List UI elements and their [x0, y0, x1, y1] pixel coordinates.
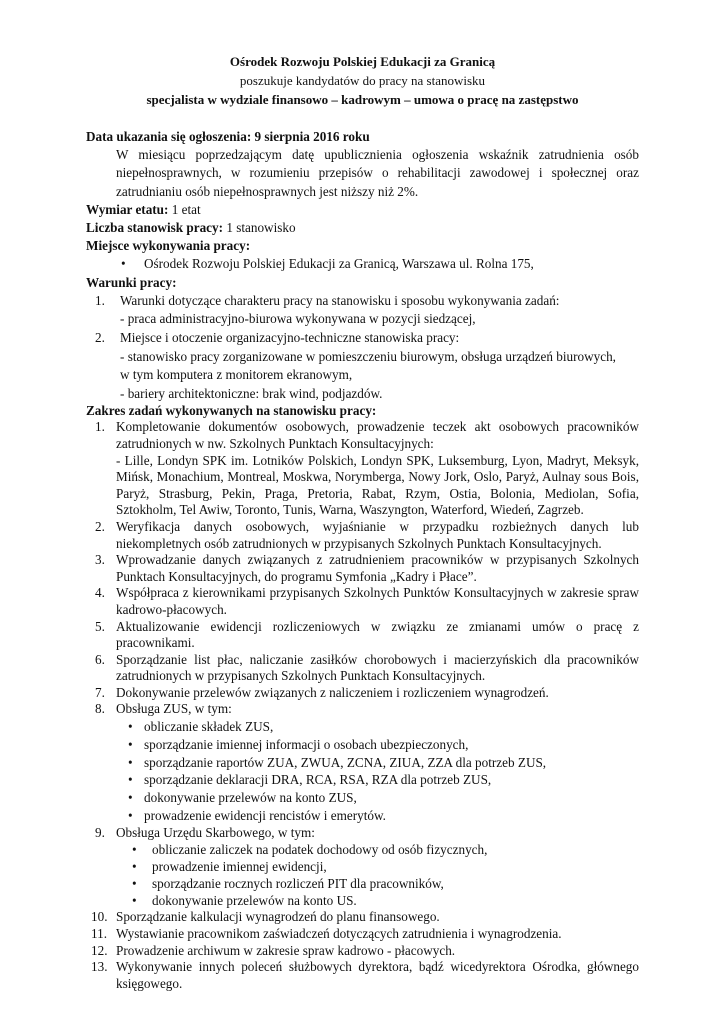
bullet-text: sporządzanie raportów ZUA, ZWUA, ZCNA, ZIUA, ZZA dla potrzeb ZUS, [144, 754, 547, 770]
zus-bullet [86, 718, 639, 736]
condition-sub: - stanowisko pracy zorganizowane w pomieszczeniu biurowym, obsługa urządzeń biurowych, [120, 348, 616, 364]
condition-sub: - praca administracyjno-biurowa wykonywana w pozycji siedzącej, [120, 311, 476, 327]
us-bullet [86, 841, 639, 858]
bullet-text: sporządzanie rocznych rozliczeń PIT dla pracowników, [152, 876, 444, 892]
zus-bullet [86, 736, 639, 754]
task-item-10 [86, 909, 639, 926]
task-item-1 [86, 419, 639, 519]
task-item-3 [86, 552, 639, 585]
task-item-4 [86, 585, 639, 618]
condition-item-2 [86, 329, 639, 403]
task-text: Wprowadzanie danych związanych z zatrudnieniem pracowników w przypisanych Szkolnych Punktach Konsultacyjnych, do programu Symfonia „Kadry i Płace”. [116, 552, 639, 584]
task-text: Wykonywanie innych poleceń służbowych dyrektora, bądź wicedyrektora Ośrodka, głównego księgowego. [116, 959, 639, 991]
task-text: Dokonywanie przelewów związanych z naliczeniem i rozliczeniem wynagrodzeń. [116, 684, 549, 700]
task-item-9 [86, 825, 639, 842]
fte-value: 1 etat [168, 201, 201, 217]
bullet-dot: • [128, 790, 133, 806]
bullet-dot: • [132, 876, 137, 892]
bullet-dot: • [128, 754, 133, 770]
bullet-dot: • [132, 842, 137, 858]
bullet-text: dokonywanie przelewów na konto US. [152, 893, 357, 909]
count-value: 1 stanowisko [223, 220, 296, 236]
condition-sub: w tym komputera z monitorem ekranowym, [120, 367, 353, 383]
item-number: 12. [91, 942, 108, 958]
task-text: Obsługa ZUS, w tym: [116, 701, 232, 717]
bullet-text: obliczanie zaliczek na podatek dochodowy od osób fizycznych, [152, 842, 488, 858]
task-cities: - Lille, Londyn SPK im. Lotników Polskich, Londyn SPK, Luksemburg, Lyon, Madryt, Meksyk, Mińsk, Monachium, Montreal, Moskwa, Norymberga, Nowy Jork, Oslo, Paryż, Aulnay sous Bois, Paryż, Strasburg, Pekin, Praga, Pretoria, Rabat, Rzym, Ostia, Bolonia, Mediolan, Sofia, Sztokholm, Tel Awiw, Toronto, Tunis, Warna, Waszyngton, Waterford, Wiedeń, Zagrzeb. [116, 452, 639, 518]
item-number: 7. [95, 684, 105, 700]
task-item-13 [86, 959, 639, 992]
item-number: 3. [95, 552, 105, 568]
org-title: Ośrodek Rozwoju Polskiej Edukacji za Granicą [229, 54, 496, 69]
task-text: Obsługa Urzędu Skarbowego, w tym: [116, 824, 315, 840]
employment-note: W miesiącu poprzedzającym datę upublicznienia ogłoszenia wskaźnik zatrudnienia osób niepełnosprawnych, w rozumieniu przepisów o rehabilitacji zawodowej i społecznej oraz zatrudnianiu osób niepełnosprawnych jest niższy niż 2%. [116, 147, 639, 199]
condition-sub: - bariery architektoniczne: brak wind, podjazdów. [120, 385, 383, 401]
zus-bullet [86, 789, 639, 807]
condition-text: Miejsce i otoczenie organizacyjno-techniczne stanowiska pracy: [120, 330, 460, 346]
item-number: 4. [95, 585, 105, 601]
bullet-dot: • [132, 859, 137, 875]
position-title: specjalista w wydziale finansowo – kadrowym – umowa o pracę na zastępstwo [146, 92, 579, 107]
seeking-line: poszukuje kandydatów do pracy na stanowisku [239, 73, 486, 88]
zus-bullet [86, 754, 639, 772]
tasks-heading: Zakres zadań wykonywanych na stanowisku pracy: [86, 403, 377, 419]
condition-text: Warunki dotyczące charakteru pracy na stanowisku i sposobu wykonywania zadań: [120, 292, 560, 308]
zus-bullet [86, 807, 639, 825]
fte-row [86, 201, 639, 219]
task-text: Kompletowanie dokumentów osobowych, prowadzenie teczek akt osobowych pracowników zatrudnionych w nw. Szkolnych Punktach Konsultacyjnych: [116, 419, 639, 451]
place-value: Ośrodek Rozwoju Polskiej Edukacji za Granicą, Warszawa ul. Rolna 175, [144, 256, 534, 272]
task-text: Weryfikacja danych osobowych, wyjaśnianie w przypadku rozbieżnych danych lub niekompletnych osób zatrudnionych w przypisanych Szkolnych Punktach Konsultacyjnych. [116, 518, 639, 551]
task-text: Aktualizowanie ewidencji rozliczeniowych w związku ze zmianami umów o pracę z pracownikami. [116, 618, 639, 651]
item-number: 11. [91, 926, 107, 942]
item-number: 8. [95, 701, 105, 717]
us-bullet [86, 875, 639, 892]
bullet-text: sporządzanie deklaracji DRA, RCA, RSA, RZA dla potrzeb ZUS, [144, 772, 492, 788]
item-number: 5. [95, 618, 105, 634]
task-item-2 [86, 519, 639, 552]
bullet-dot: • [128, 808, 133, 824]
task-text: Sporządzanie kalkulacji wynagrodzeń do planu finansowego. [116, 909, 440, 925]
bullet-text: dokonywanie przelewów na konto ZUS, [144, 790, 357, 806]
zus-bullet [86, 771, 639, 789]
task-item-6 [86, 652, 639, 685]
task-item-12 [86, 943, 639, 960]
place-label: Miejsce wykonywania pracy: [86, 238, 251, 254]
bullet-dot: • [121, 256, 126, 272]
bullet-dot: • [128, 719, 133, 735]
fte-label: Wymiar etatu: [86, 201, 169, 217]
item-number: 6. [95, 651, 105, 667]
place-item [86, 255, 639, 273]
task-text: Współpraca z kierownikami przypisanych Szkolnych Punktów Konsultacyjnych w zakresie spraw kadrowo-płacowych. [116, 585, 639, 617]
conditions-heading: Warunki pracy: [86, 274, 177, 290]
bullet-text: prowadzenie imiennej ewidencji, [152, 859, 327, 875]
item-number: 13. [91, 959, 108, 975]
task-item-7 [86, 685, 639, 702]
us-bullet [86, 858, 639, 875]
item-number: 2. [95, 330, 105, 346]
announcement-date: Data ukazania się ogłoszenia: 9 sierpnia 2016 roku [86, 129, 370, 144]
item-number: 10. [91, 909, 108, 925]
bullet-text: obliczanie składek ZUS, [144, 719, 274, 735]
task-item-11 [86, 926, 639, 943]
item-number: 2. [95, 518, 105, 534]
condition-item-1 [86, 292, 639, 329]
us-bullet [86, 892, 639, 909]
count-row [86, 219, 639, 237]
item-number: 1. [95, 419, 105, 435]
bullet-dot: • [128, 772, 133, 788]
task-text: Sporządzanie list płac, naliczanie zasiłków chorobowych i macierzyńskich dla pracowników zatrudnionych w przypisanych Szkolnych Punktach Konsultacyjnych. [116, 651, 639, 684]
item-number: 1. [95, 292, 105, 308]
bullet-text: prowadzenie ewidencji rencistów i emerytów. [144, 808, 386, 824]
task-item-5 [86, 619, 639, 652]
task-text: Wystawianie pracownikom zaświadczeń dotyczących zatrudnienia i wynagrodzenia. [116, 926, 562, 942]
bullet-text: sporządzanie imiennej informacji o osobach ubezpieczonych, [144, 736, 469, 752]
bullet-dot: • [132, 893, 137, 909]
task-item-8 [86, 701, 639, 718]
count-label: Liczba stanowisk pracy: [86, 220, 224, 236]
bullet-dot: • [128, 736, 133, 752]
task-text: Prowadzenie archiwum w zakresie spraw kadrowo - płacowych. [116, 942, 456, 958]
item-number: 9. [95, 824, 105, 840]
